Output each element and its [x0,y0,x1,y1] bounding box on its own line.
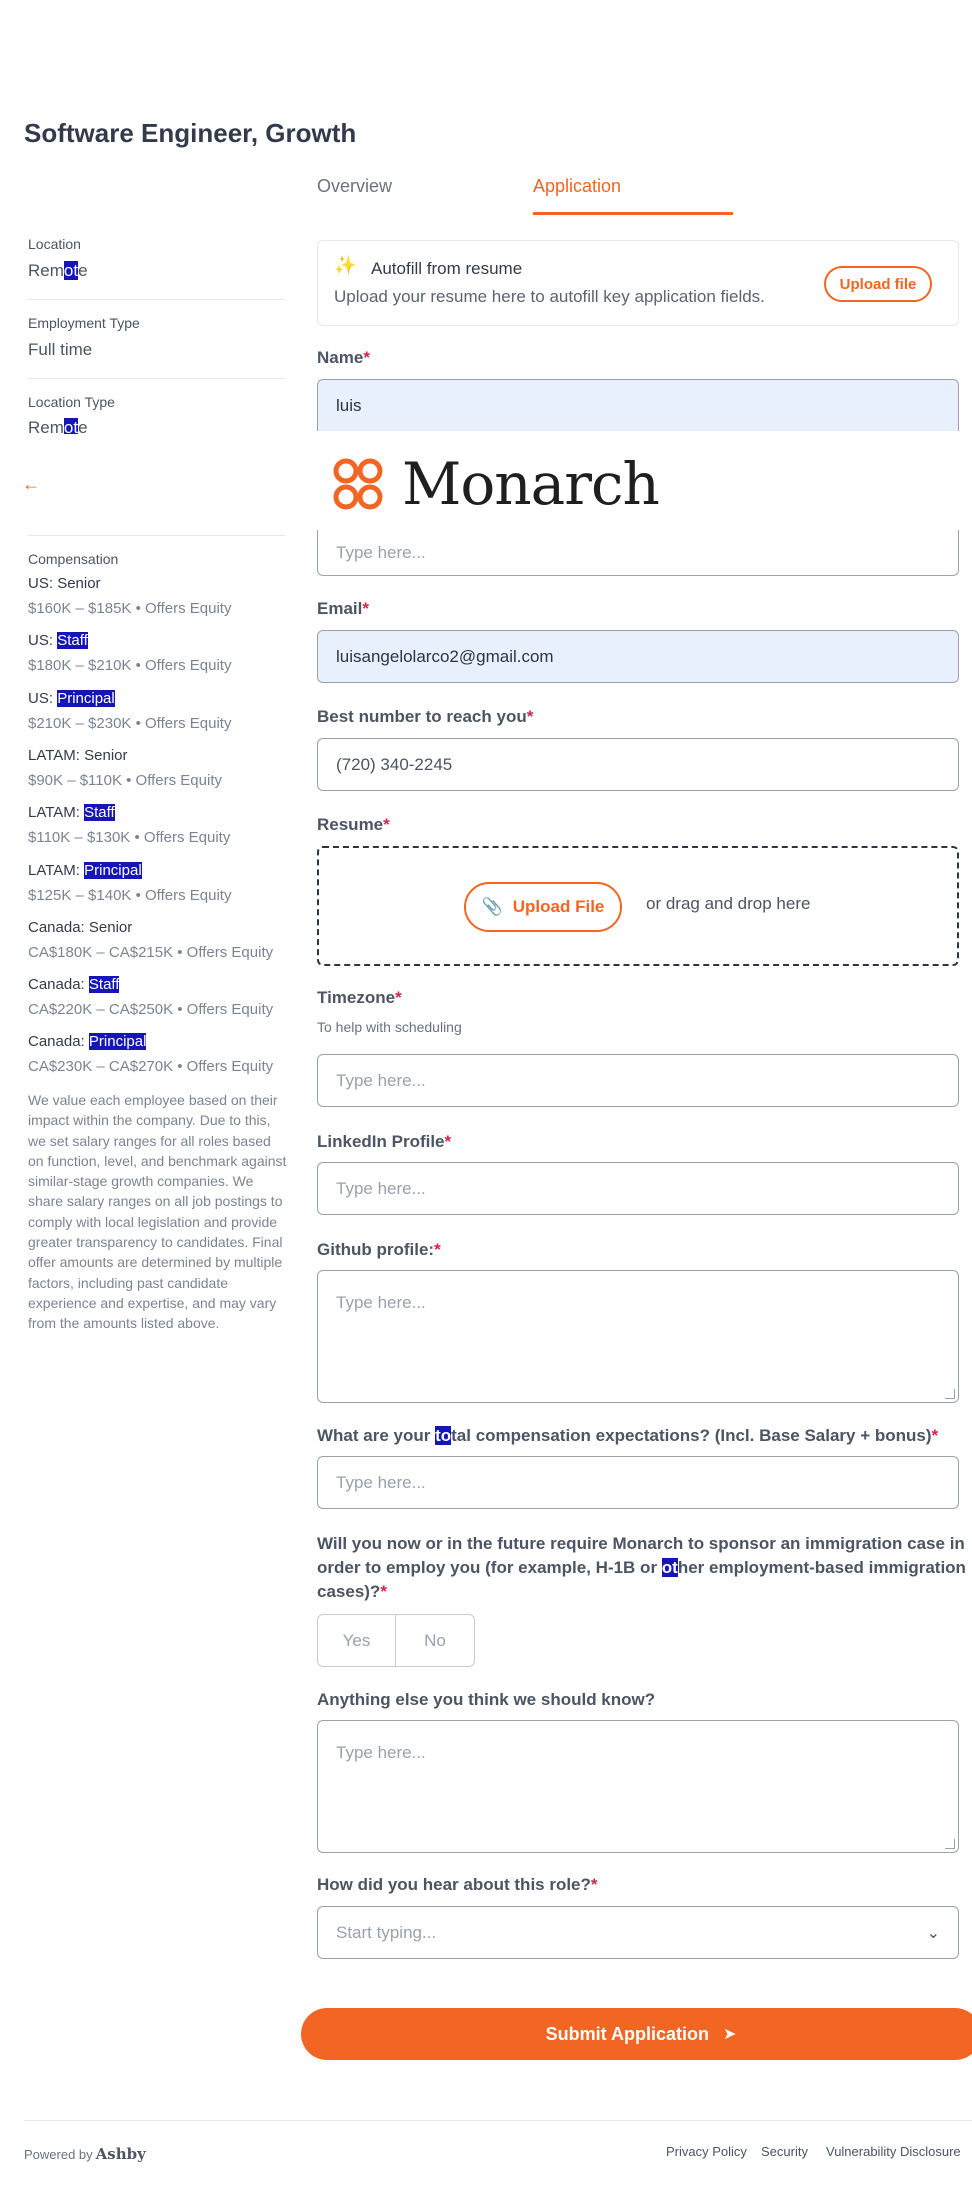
compensation-tier-name: LATAM: Principal [28,861,142,879]
paperclip-icon: 📎 [481,897,503,916]
compensation-tier-name: LATAM: Senior [28,746,128,764]
compensation-note: We value each employee based on their impact within the company. Due to this, we set salary ranges for all roles based on function, level, and benchmark against similar-stage growth companies. We share salary ranges on all job postings to comply with local legislation and provide greater transparency to candidates. Final offer amounts are determined by multiple factors, including past candidate experience and expertise, and may vary from the amounts listed above. [28,1092,287,1332]
monarch-logo [330,450,659,518]
compensation-tier-range: CA$220K – CA$250K • Offers Equity [28,1001,274,1019]
compensation-tier-name: Canada: Senior [28,918,133,936]
compensation-tier-range: $125K – $140K • Offers Equity [28,886,232,904]
email-input[interactable]: luisangelolarco2@gmail.com [317,630,959,683]
compensation-tier-range: CA$230K – CA$270K • Offers Equity [28,1058,274,1076]
location-type-value: Remote [28,418,88,434]
autofill-card [317,240,959,326]
autofill-description: Upload your resume here to autofill key application fields. [334,287,765,306]
sponsorship-question: Will you now or in the future require Monarch to sponsor an immigration case in order to employ you (for example, H-1B or other employment-based immigration cases)?* [317,1534,966,1601]
powered-by[interactable]: Powered by Ashby [24,2145,146,2163]
linkedin-label: LinkedIn Profile* [317,1132,452,1151]
timezone-help: To help with scheduling [317,1019,462,1035]
phone-input[interactable]: (720) 340-2245 [317,738,959,791]
compensation-tier-range: $210K – $230K • Offers Equity [28,714,232,732]
location-label: Location [28,236,81,252]
tab-application[interactable]: Application [533,176,622,196]
compensation-tier-name: US: Principal [28,689,115,707]
resume-drag-text: or drag and drop here [646,894,811,913]
github-label: Github profile:* [317,1240,441,1259]
ashby-logo: Ashby [95,2145,146,2163]
chevron-down-icon: ⌄ [926,1924,940,1942]
compensation-tier-range: CA$180K – CA$215K • Offers Equity [28,943,274,961]
sponsorship-no-button[interactable]: No [396,1614,475,1667]
sidebar-divider [28,299,285,300]
resize-grip-icon[interactable] [945,1839,955,1849]
footer-divider [24,2120,972,2121]
timezone-label: Timezone* [317,988,402,1007]
anything-else-textarea[interactable]: Type here... [317,1720,959,1853]
compensation-tier-name: US: Senior [28,575,101,592]
compensation-expectations-input[interactable]: Type here... [317,1456,959,1509]
autofill-title: Autofill from resume [371,259,523,278]
phone-label: Best number to reach you* [317,707,534,726]
back-arrow-icon[interactable]: ← [22,474,40,494]
sidebar-divider [28,535,285,536]
email-label: Email* [317,599,369,618]
logo-wordmark: Monarch [402,450,659,518]
name-input[interactable]: luis [317,379,959,431]
compensation-tier-name: Canada: Staff [28,976,120,994]
resume-upload-button[interactable]: 📎 Upload File [464,882,622,932]
name-label: Name* [317,348,370,367]
sidebar-divider [28,378,285,379]
resize-grip-icon[interactable] [945,1389,955,1399]
security-link[interactable]: Security [761,2144,808,2159]
employment-type-label: Employment Type [28,315,140,331]
job-title: Software Engineer, Growth [24,118,357,148]
employment-type-value: Full time [28,340,93,359]
compensation-tier-name: LATAM: Staff [28,804,115,822]
resume-label: Resume* [317,815,390,834]
privacy-policy-link[interactable]: Privacy Policy [666,2144,747,2159]
obscured-input[interactable]: Type here... [317,530,959,576]
send-icon: ➤ [722,2026,737,2043]
github-textarea[interactable]: Type here... [317,1270,959,1403]
location-value: Remote [28,261,88,280]
linkedin-input[interactable]: Type here... [317,1162,959,1215]
tab-overview[interactable]: Overview [317,176,393,196]
autofill-upload-button[interactable]: Upload file [824,266,932,302]
compensation-label: Compensation [28,551,119,567]
compensation-tier-name: US: Staff [28,632,88,650]
magic-wand-icon: ✨ [334,255,357,275]
resume-dropzone[interactable] [317,846,959,966]
hear-about-label: How did you hear about this role?* [317,1875,598,1894]
compensation-tier-range: $110K – $130K • Offers Equity [28,829,231,847]
submit-application-button[interactable]: Submit Application ➤ [301,2008,972,2060]
compensation-tier-range: $160K – $185K • Offers Equity [28,600,232,617]
timezone-input[interactable]: Type here... [317,1054,959,1107]
sponsorship-yes-button[interactable]: Yes [317,1614,396,1667]
vulnerability-disclosure-link[interactable]: Vulnerability Disclosure [826,2144,961,2159]
butterfly-icon [330,456,386,512]
anything-else-label: Anything else you think we should know? [317,1690,656,1709]
compensation-tier-name: Canada: Principal [28,1033,147,1051]
compensation-expectations-label: What are your total compensation expectations? (Incl. Base Salary + bonus)* [317,1426,939,1445]
location-type-label: Location Type [28,394,115,410]
active-tab-indicator [533,212,733,215]
compensation-tier-range: $180K – $210K • Offers Equity [28,657,232,675]
hear-about-select[interactable]: Start typing... ⌄ [317,1906,959,1959]
compensation-tier-range: $90K – $110K • Offers Equity [28,771,222,789]
